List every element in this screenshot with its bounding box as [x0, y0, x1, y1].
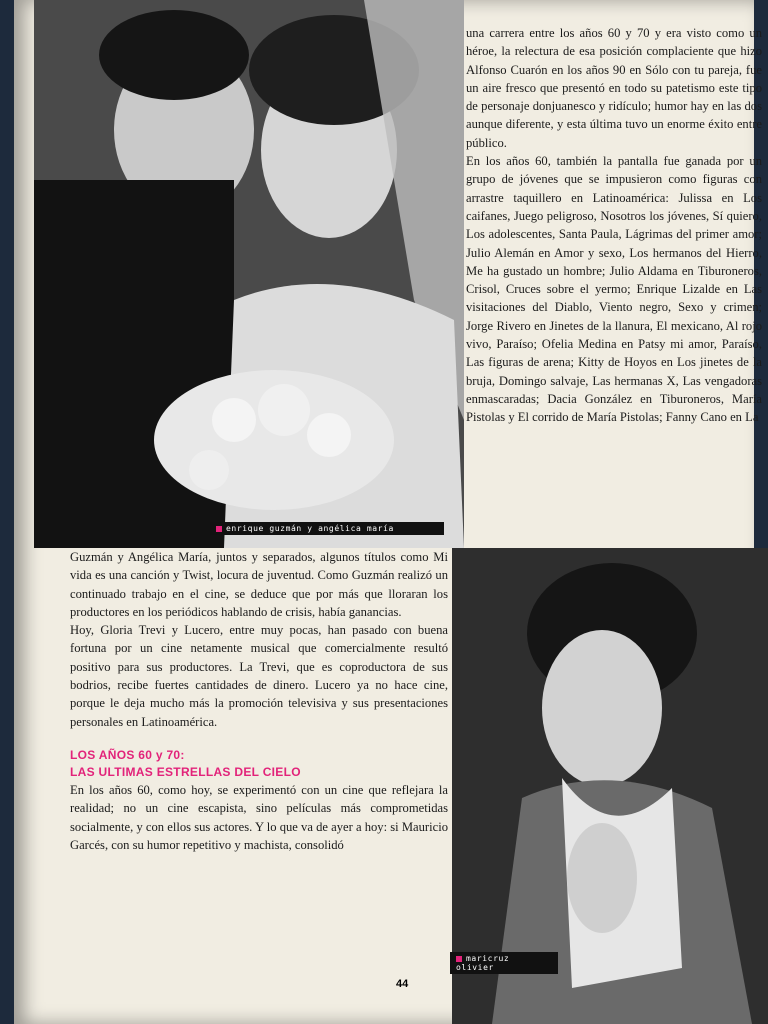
section-heading-line-1: LOS AÑOS 60 y 70:: [70, 747, 185, 762]
left-paragraph-1: Guzmán y Angélica María, juntos y separados, algunos títulos como Mi vida es una canción y Twist, locura de juventud. Como Guzmán realizó un continuado trabajo en el cine, se deduce que por más que lloraran los productores en los periódicos hablando de crisis, había ganancias.: [70, 550, 448, 619]
section-heading-line-2: LAS ULTIMAS ESTRELLAS DEL CIELO: [70, 764, 301, 779]
photo1-caption: [210, 522, 444, 535]
left-paragraph-3: En los años 60, como hoy, se experimentó con un cine que reflejara la realidad; no un cine escapista, sino películas más comprometidas socialmente, y con ellos sus actores. Y lo que va de ayer a hoy: si Mauricio Garcés, con su humor repetitivo y machista, consolidó: [70, 782, 448, 852]
wedding-photo-illustration: [34, 0, 464, 548]
page-number: 44: [396, 978, 409, 990]
photo2-caption: [450, 952, 558, 974]
right-paragraph-1: una carrera entre los años 60 y 70 y era visto como un héroe, la relectura de esa posición complaciente que hizo Alfonso Cuarón en los años 90 en Sólo con tu pareja, fue un aire fresco que presentó en todo su patetismo este tipo de personaje donjuanesco y ridículo; humor hay en las dos aunque diferente, y esta última tuvo un enorme éxito entre público.: [466, 26, 762, 150]
right-paragraph-2: En los años 60, también la pantalla fue ganada por un grupo de jóvenes que se impusieron como figuras con arrastre taquillero en Latinoamérica: Julissa en Los caifanes, Juego peligroso, Nosotros los jóvenes, Sí quiero, Los adolescentes, Santa Paula, Lágrimas del primer amor; Julio Alemán en Amor y sexo, Los hermanos del Hierro, Me ha gustado un hombre; Julio Aldama en Tiburoneros, Crisol, Cruces sobre el yermo; Enrique Lizalde en Las visitaciones del Diablo, Viento negro, Sexo y crimen; Jorge Rivero en Jinetes de la llanura, El mexicano, Al rojo vivo, Paraíso; Ofelia Medina en Patsy mi amor, Paraíso, Las figuras de arena; Kitty de Hoyos en Los jinetes de la bruja, Domingo salvaje, Las hermanas X, Las vengadoras enmascaradas; Dacia González en Tiburoneros, María Pistolas y El corrido de María Pistolas; Fanny Cano en La: [466, 154, 762, 425]
caption-marker: [456, 956, 462, 962]
photo2-caption-text: maricruz olivier: [456, 954, 510, 972]
section-heading: [70, 747, 448, 781]
right-column-text: [466, 24, 762, 427]
magazine-page: [14, 0, 762, 1024]
photo1-caption-text: enrique guzmán y angélica maría: [226, 524, 394, 533]
caption-marker: [216, 526, 222, 532]
left-paragraph-2: Hoy, Gloria Trevi y Lucero, entre muy pocas, han pasado con buena fortuna por un cine netamente musical que comercialmente resultó positivo para sus productores. La Trevi, que es coproductora de sus bodrios, recibe fuertes cantidades de dinero. Lucero ya no hace cine, porque le deja mucho más la promoción televisiva y sus presentaciones personales en Latinoamérica.: [70, 623, 448, 729]
left-column-text: [70, 548, 448, 854]
wedding-photo: [34, 0, 464, 548]
